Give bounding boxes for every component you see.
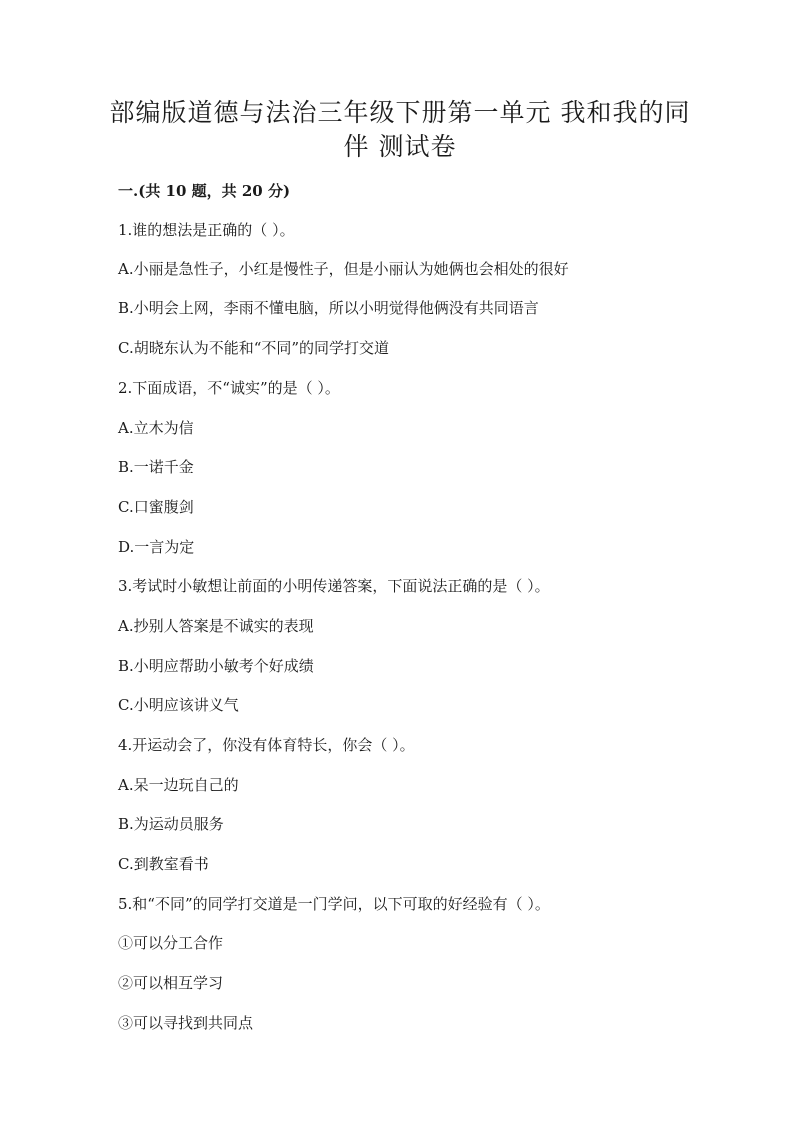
question-5-item-1: ①可以分工合作 [118,934,224,952]
question-4-option-c: C.到教室看书 [118,855,209,873]
section-heading: 一.(共 10 题，共 20 分) [118,182,291,200]
question-1: 1.谁的想法是正确的（ ）。 [118,221,295,239]
question-4-option-b: B.为运动员服务 [118,815,224,833]
question-1-option-a: A.小丽是急性子，小红是慢性子，但是小丽认为她俩也会相处的很好 [118,260,569,278]
question-3-option-b: B.小明应帮助小敏考个好成绩 [118,657,314,675]
question-4: 4.开运动会了，你没有体育特长，你会（ ）。 [118,736,415,754]
question-2-option-a: A.立木为信 [118,419,194,437]
question-3-option-c: C.小明应该讲义气 [118,696,239,714]
question-5-item-3: ③可以寻找到共同点 [118,1014,254,1032]
document-title-line-1: 部编版道德与法治三年级下册第一单元 我和我的同 [109,98,691,127]
question-4-option-a: A.呆一边玩自己的 [118,776,239,794]
question-2-option-d: D.一言为定 [118,538,195,556]
question-1-option-b: B.小明会上网，李雨不懂电脑，所以小明觉得他俩没有共同语言 [118,299,539,317]
document-title-line-2: 伴 测试卷 [343,132,457,161]
question-3-option-a: A.抄别人答案是不诚实的表现 [118,617,314,635]
question-5: 5.和“不同”的同学打交道是一门学问，以下可取的好经验有（ ）。 [118,895,550,913]
question-3: 3.考试时小敏想让前面的小明传递答案，下面说法正确的是（ ）。 [118,577,550,595]
question-5-item-2: ②可以相互学习 [118,974,224,992]
question-2-option-c: C.口蜜腹剑 [118,498,194,516]
question-2-option-b: B.一诺千金 [118,458,194,476]
question-2: 2.下面成语，不“诚实”的是（ ）。 [118,379,340,397]
question-1-option-c: C.胡晓东认为不能和“不同”的同学打交道 [118,339,390,357]
